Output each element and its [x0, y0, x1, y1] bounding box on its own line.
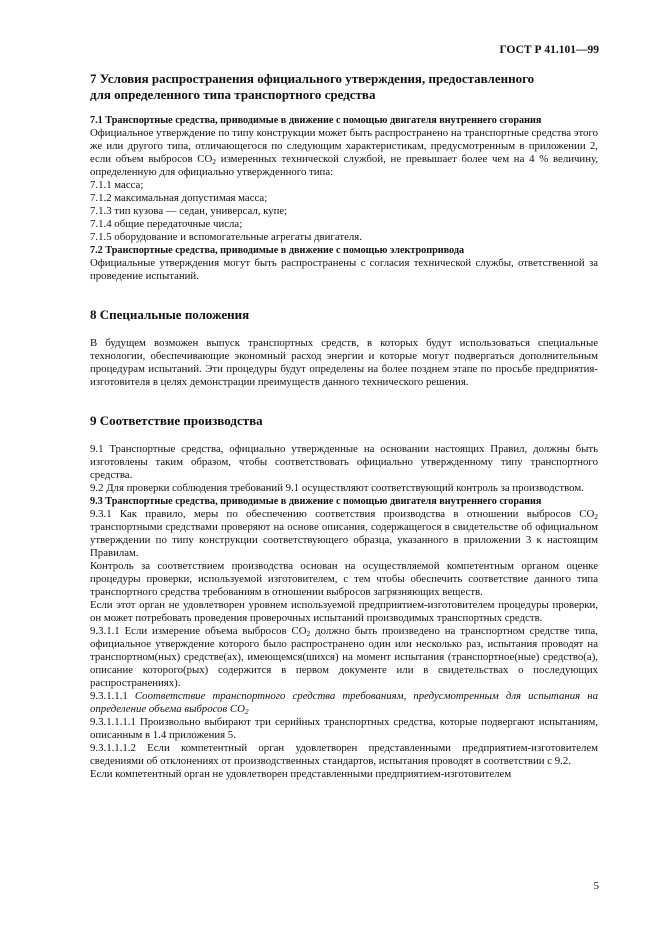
section-8-text: В будущем возможен выпуск транспортных средств, в которых будут использоваться специальные технологии, обеспечивающие экономный расход энергии и которые могут подвергаться дополнительным процедурам испытаний. Эти процедуры будут определены на более позднем этапе по просьбе предприятия-изготовителя в целях демонстрации преимуществ данного технического решения. — [90, 337, 598, 388]
paragraph-control: Контроль за соответствием производства основан на осуществляемой компетентным органом оценке процедуры проверки, используемой изготовителем, с тем чтобы обеспечить соответствие данного типа транспортного средства требованиям в отношении выбросов загрязняющих веществ. — [90, 560, 598, 598]
paragraph-9-3-1-1-1 — [90, 690, 598, 716]
list-item: 7.1.5 оборудование и вспомогательные агрегаты двигателя. — [90, 231, 362, 243]
subsection-7-2-text: Официальные утверждения могут быть распространены с согласия технической службы, ответственной за проведение испытаний. — [90, 257, 598, 282]
paragraph-9-1: 9.1 Транспортные средства, официально утвержденные на основании настоящих Правил, должны быть изготовлены таким образом, чтобы соответствовать официально утвержденному типу транспортного средства. — [90, 443, 598, 481]
text-part: 9.3.1 Как правило, меры по обеспечению соответствия производства в отношении выбросов CO — [90, 508, 595, 520]
text-part: должно быть произведено на транспортном средстве типа, официальное утверждение которого было распространено один или несколько раз, испытания проводят на транспортном(ных) средстве(ах), имеющемся(шихся) на момент испытания (транспортное(ные) средство(а), описание которого(рых) содержится в первом документе или в свидетельствах о последующих распространениях). — [90, 625, 598, 689]
section-7-title-line2: для определенного типа транспортного средства — [90, 87, 376, 102]
paragraph-9-3-1-1-1-2: 9.3.1.1.1.2 Если компетентный орган удовлетворен представленными предприятием-изготовителем сведениями об отклонениях от производственных стандартов, испытания проводят в соответствии с 9.2. — [90, 742, 598, 767]
page-content — [90, 70, 598, 781]
text-part: 9.3.1.1 Если измерение объема выбросов CO — [90, 625, 307, 637]
page-header: ГОСТ Р 41.101—99 — [499, 44, 599, 56]
list-item: 7.1.4 общие передаточные числа; — [90, 218, 243, 230]
subsection-9-3-title: 9.3 Транспортные средства, приводимые в движение с помощью двигателя внутреннего сгорания — [90, 496, 542, 507]
paragraph-9-3-1-1-1-1: 9.3.1.1.1.1 Произвольно выбирают три серийных транспортных средства, которые подвергают испытаниям, описанным в 1.4 приложения 5. — [90, 716, 598, 741]
paragraph-9-3-1-1 — [90, 625, 598, 690]
italic-text: Соответствие транспортного средства требованиям, предусмотренным для испытания на определение объема выбросов CO — [90, 690, 598, 715]
text-part: транспортными средствами проверяют на основе описания, содержащегося в свидетельстве об официальном утверждении по типу конструкции соответствующего образца, указанного в приложении 3 к настоящим Правилам. — [90, 521, 598, 559]
section-8-title: 8 Специальные положения — [90, 307, 250, 322]
paragraph-last: Если компетентный орган не удовлетворен представленными предприятием-изготовителем — [90, 768, 512, 780]
paragraph-9-3-1 — [90, 508, 598, 560]
text-part: Официальное утверждение по типу конструкции может быть распространено на транспортные средства этого же или другого типа, отличающегося по следующим характеристикам, предусмотренным в приложении 2, если объем выбросов CO — [90, 127, 598, 165]
subscript: 2 — [212, 157, 217, 166]
list-item: 7.1.1 масса; — [90, 179, 144, 191]
subscript: 2 — [244, 707, 249, 716]
section-9-title: 9 Соответствие производства — [90, 413, 263, 428]
section-7-title-line1: 7 Условия распространения официального утверждения, предоставленного — [90, 71, 535, 86]
text-part: 9.3.1.1.1 — [90, 690, 135, 702]
list-item: 7.1.3 тип кузова — седан, универсал, купе; — [90, 205, 288, 217]
text-part: измеренных технической службой, не превышает более чем на 4 % величину, определенную для официально утвержденного типа: — [90, 153, 598, 178]
section-7-title — [90, 71, 598, 103]
subscript: 2 — [306, 629, 311, 638]
subscript: 2 — [594, 512, 598, 521]
subsection-7-1-title: 7.1 Транспортные средства, приводимые в движение с помощью двигателя внутреннего сгорания — [90, 115, 542, 126]
paragraph-if-not-satisfied: Если этот орган не удовлетворен уровнем используемой предприятием-изготовителем процедуры проверки, он может потребовать проведения проверочных испытаний производимых транспортных средств. — [90, 599, 598, 624]
characteristics-list — [90, 179, 598, 244]
subsection-7-1-text — [90, 127, 598, 179]
list-item: 7.1.2 максимальная допустимая масса; — [90, 192, 268, 204]
subsection-7-2-title: 7.2 Транспортные средства, приводимые в движение с помощью электропривода — [90, 245, 465, 256]
page-number: 5 — [593, 880, 599, 892]
paragraph-9-2: 9.2 Для проверки соблюдения требований 9.1 осуществляют соответствующий контроль за производством. — [90, 482, 584, 494]
